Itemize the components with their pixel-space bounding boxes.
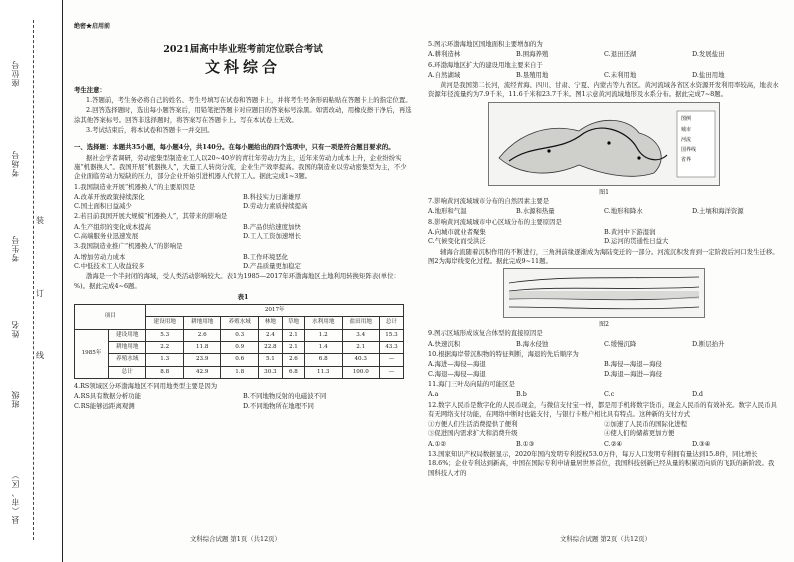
notes-heading: 考生注意： [74, 85, 106, 94]
q5-option-d: D.发展盐田 [692, 50, 725, 59]
table-col-header: 养殖水域 [221, 317, 258, 329]
q12-option-a: A.①② [428, 439, 447, 448]
table-cell: 8.8 [146, 366, 183, 378]
city-dot [547, 149, 550, 152]
q9-stem: 9.图示区域形成该复合体型的直接原因是 [428, 329, 543, 338]
table-cell: 0.9 [221, 342, 258, 354]
city-dot [607, 141, 610, 144]
table-cell: 0.3 [221, 329, 258, 341]
table-row-label: 养殖水域 [109, 354, 146, 366]
table-cell: 11.8 [183, 342, 220, 354]
q7-option-c: C.地形和降水 [604, 207, 643, 216]
q5-options [428, 50, 780, 59]
q5-option-c: C.退田还湖 [604, 50, 637, 59]
layer-line [509, 287, 699, 291]
q11-option-c: C.c [604, 390, 615, 399]
sediment-layer [509, 291, 699, 299]
land-use-table [74, 304, 404, 379]
q10-option-a: A.海进—海侵—海退 [428, 360, 486, 369]
cut-mark-3: 线 [36, 351, 44, 360]
table-cell: 23.9 [183, 354, 220, 366]
table-row-label: 耕地用地 [109, 342, 146, 354]
table-col-header: 水利用地 [305, 317, 342, 329]
q6-option-a: A.自然湖域 [428, 70, 461, 79]
table-cell: 2.1 [342, 342, 379, 354]
intro-2: 渤海是一个半封闭的海域，受人类活动影响较大。表1为1985—2017年环渤海地区土地利用转换矩阵表(单位：%)。据此完成4~6题。 [74, 272, 400, 290]
q1-stem: 1.我国制造业开展“机器换人”的主要原因是 [74, 182, 196, 191]
table-col-header: 林地 [258, 317, 282, 329]
q8-option-d: D.运河的贯通性日益大 [604, 237, 669, 246]
table-cell: 5.3 [146, 329, 183, 341]
legend-item: 城市 [681, 126, 692, 133]
q8-option-b: B.黄河中下游湿润 [604, 227, 656, 236]
q4-option-a: A.RS具有数据分析功能 [74, 392, 141, 401]
table-cell: 42.9 [183, 366, 220, 378]
note-1: 1.答题前，考生务必将自己的姓名、考生号填写在试卷和答题卡上，并将考生号条形码粘贴在答题卡上的指定位置。 [86, 96, 412, 105]
note-3: 3.考试结束后，将本试卷和答题卡一并交回。 [86, 126, 214, 135]
table-cell: 2.1 [282, 329, 304, 341]
q12-option-b: B.①③ [516, 439, 535, 448]
table-cell: 30.3 [258, 366, 282, 378]
note-2: 2.回答选择题时，选出每小题答案后，用铅笔把答题卡对应题目的答案标号涂黑。如需改动，用橡皮擦干净后，再选涂其他答案标号。回答非选择题时，将答案写在答题卡上。写在本试卷上无效。 [74, 106, 412, 124]
q11-option-a: A.a [428, 390, 439, 399]
cut-line [33, 20, 34, 540]
right-column [428, 40, 780, 479]
q4-option-d: D.不同地物所在地理不同 [243, 401, 314, 410]
q3-options [74, 253, 412, 272]
q3-stem: 3.我国制造业推广“机器换人”的影响是 [74, 242, 183, 251]
binding-label-room: 考场号 [11, 150, 20, 177]
q4-options [74, 392, 412, 411]
legend-item: 省界 [681, 156, 692, 163]
figure-1-map [488, 102, 720, 186]
table-row [75, 366, 404, 378]
q2-option-b: B.产品供给速度加快 [243, 222, 301, 231]
q3-option-c: C.中低技术工人收益较多 [74, 261, 145, 270]
q4-stem: 4.RS领域区分环渤海地区不同用地类型主要是因为 [74, 381, 218, 390]
q9-option-a: A.快速沉积 [428, 339, 461, 348]
binding-label-name: 姓名 [11, 320, 20, 338]
table-corner: 项目 [75, 305, 146, 330]
table-cell: 1.4 [305, 342, 342, 354]
q6-stem: 6.环渤海地区扩大的建设用地主要来自于 [428, 60, 543, 69]
q3-option-b: B.工作环境恶化 [243, 252, 289, 261]
yellow-river-map [489, 103, 719, 185]
table-cell: 2.4 [258, 329, 282, 341]
q12-option-d: D.③④ [692, 439, 711, 448]
legend-title: 图例 [681, 115, 692, 122]
q7-option-a: A.地形和气温 [428, 207, 467, 216]
q8-options [428, 228, 780, 247]
section-heading: 一、选择题：本题共35小题，每小题4分，共140分。在每小题给出的四个选项中，只有一项是符合题目要求的。 [74, 143, 395, 152]
q12-options [428, 440, 780, 449]
q12-statement-2: ②加速了人民币的国际化进程 [604, 420, 688, 429]
table-row-header: 1985年 [75, 329, 109, 378]
table-cell: 1.8 [221, 366, 258, 378]
cut-mark-2: 订 [36, 289, 44, 298]
q11-option-b: B.b [516, 390, 527, 399]
intro-4: 辅海合流随着沉积作用的不断进行，三角洲前缘逐渐成为海陆变迁的一部分。河流沉积发育到一定阶段后河口发生迁移。图2为海岸线变化过程。据此完成9~11题。 [428, 247, 779, 265]
table-cell: 22.8 [258, 342, 282, 354]
table-year-header: 2017年 [146, 305, 404, 317]
q6-option-b: B.垦殖用地 [516, 70, 549, 79]
q12-option-c: C.②④ [604, 439, 623, 448]
table-cell: 2.2 [146, 342, 183, 354]
intro-1: 据社会学者调研，劳动密集型制造业工人以20~40岁的青壮年劳动力为主，近年来劳动力成本上升，企业纷纷实施“机器换人”。我国开展“机器换人”，大量工人转岗分流，企业生产效率提高。我国的制造业以劳动密集型为主，不少企业面临劳动力短缺的压力，部分企业开始引进机器人代替工人。据此完成1~3题。 [74, 153, 407, 181]
layer-line [509, 307, 699, 309]
q10-option-b: B.海侵—海退—海侵 [604, 360, 662, 369]
q3-option-d: D.产品质量更加稳定 [243, 261, 302, 270]
q11-option-d: D.d [692, 390, 704, 399]
intro-3: 黄河是我国第二长河，流经青海、四川、甘肃、宁夏、内蒙古等九省区。黄河流域各省区水资源开发利用率较高，地表水资源年径流量约为7.9千米，11.6千米和23.7千米。图1示意黄河流域地形及水系分布。据此完成7~8题。 [428, 81, 779, 99]
binding-label-class: 班级 [11, 390, 20, 408]
q7-options [428, 207, 780, 216]
table-col-header: 建设用地 [146, 317, 183, 329]
q6-option-d: D.盐田用地 [692, 70, 725, 79]
table-cell: 2.6 [183, 329, 220, 341]
left-column [74, 22, 412, 412]
q4-option-b: B.不同地物反射的电磁波不同 [243, 392, 327, 401]
figure-1-caption: 图1 [599, 188, 609, 196]
table-cell: 1.3 [146, 354, 183, 366]
table-col-header: 耕地用地 [183, 317, 220, 329]
q9-option-c: C.缓慢沉降 [604, 339, 637, 348]
binding-label-seat: 座位号 [11, 60, 20, 87]
q12-statements [428, 420, 780, 439]
q8-option-a: A.向城市就业者聚集 [428, 227, 486, 236]
coastal-section-diagram [504, 269, 704, 317]
table-cell: 3.4 [342, 329, 379, 341]
table-cell: 2.1 [282, 342, 304, 354]
q2-stem: 2.若目前我国开展大规模“机器换人”，其带来的影响是 [74, 212, 228, 221]
q2-option-c: C.高端服务业迅速发展 [74, 232, 139, 241]
table-cell: 0.6 [221, 354, 258, 366]
q4-option-c: C.RS能够远距离观测 [74, 401, 135, 410]
table-cell: 2.6 [282, 354, 304, 366]
legend-item: 河流 [681, 136, 692, 143]
q6-option-c: C.未利用地 [604, 70, 637, 79]
q1-option-c: C.国土面积日益减少 [74, 202, 132, 211]
table-row [75, 354, 404, 366]
table-cell: 43.3 [379, 342, 403, 354]
q9-options [428, 340, 780, 349]
q7-stem: 7.影响黄河流域城市分布的自然因素主要是 [428, 197, 550, 206]
q7-option-d: D.土壤和海洋资源 [692, 207, 744, 216]
table-row [75, 329, 404, 341]
footer-left: 文科综合试题 第1页（共12页） [190, 535, 281, 543]
table-col-header: 总计 [379, 317, 403, 329]
table-col-header: 草地 [282, 317, 304, 329]
q2-option-a: A.生产组织的变化成本提高 [74, 222, 151, 231]
cut-mark-1: 装 [36, 216, 44, 225]
footer-right: 文科综合试题 第2页（共12页） [560, 535, 651, 543]
table-cell: 11.3 [305, 366, 342, 378]
figure-2-section [503, 268, 705, 318]
q10-option-c: C.海退—海侵—海退 [428, 369, 486, 378]
table-cell: 1.2 [305, 329, 342, 341]
q8-option-c: C.气候变化而受洪泛 [428, 237, 486, 246]
binding-strip [0, 0, 63, 562]
binding-label-id: 考生号 [11, 235, 20, 262]
table-cell: 40.3 [342, 354, 379, 366]
table-cell: 5.1 [258, 354, 282, 366]
table-cell: 100.0 [342, 366, 379, 378]
q3-option-a: A.增加劳动力成本 [74, 252, 126, 261]
exam-title: 2021届高中毕业班考前定位联合考试 [163, 44, 323, 56]
table-cell: 6.8 [282, 366, 304, 378]
q6-options [428, 71, 780, 80]
q9-option-d: D.断层抬升 [692, 339, 725, 348]
q12-stem: 12.数字人民币是数字化的人民币现金，与微信支付宝一样，都是用手机将数字货币，现金人民币的有效补充。数字人民币具有无网络支付功能，在网络中断时也能支付，与银行卡账户相比具有特点。这种新的支付方式 [428, 400, 777, 418]
q12-statement-3: ③促进国内需求扩大和消费升级 [428, 429, 518, 438]
q1-option-a: A.改革开放政策持续深化 [74, 192, 145, 201]
q5-stem: 5.图示环渤海地区国地面积主要增加的为 [428, 40, 543, 48]
table-caption: 表1 [237, 292, 249, 301]
table-cell: 15.3 [379, 329, 403, 341]
q10-option-d: D.海退—海进—海侵 [604, 369, 663, 378]
q9-option-b: B.海水侵蚀 [516, 339, 549, 348]
q11-stem: 11.海门三叶岛向陆的可能区是 [428, 379, 515, 388]
table-row [75, 342, 404, 354]
table-cell: — [379, 354, 403, 366]
q8-stem: 8.影响黄河流域城市中心区域分布的主要原因是 [428, 217, 562, 226]
binding-label-school: 县（市、区） [11, 470, 20, 524]
q1-option-b: B.科技实力日渐雄厚 [243, 192, 301, 201]
q10-options [428, 360, 780, 379]
q1-options [74, 193, 412, 212]
q11-options [428, 390, 780, 399]
table-col-header: 盐田用地 [342, 317, 379, 329]
q7-option-b: B.水源和热量 [516, 207, 555, 216]
q13-stem: 13.国家知识产权局数据显示，2020年国内发明专利授权53.0万件，每万人口发明专利拥有量达到15.8件，同比增长18.6%；企业专利达到新高，中国在国际专利申请量居世界首位，我国科技创新已经从量的积累迈向质的飞跃的新阶段。我国科技人才的 [428, 450, 775, 477]
q5-option-a: A.耕利造林 [428, 50, 461, 59]
q2-option-d: D.工人工资加速增长 [243, 232, 302, 241]
table-body [75, 329, 404, 378]
q12-statement-1: ①方便人们生活消费提供了便利 [428, 420, 518, 429]
layer-line [509, 277, 699, 283]
legend-item: 国界线 [681, 146, 697, 153]
city-dot [637, 156, 640, 159]
secret-mark: 绝密★启用前 [74, 23, 111, 30]
table-row-label: 总计 [109, 366, 146, 378]
subject-title: 文科综合 [204, 57, 281, 76]
q12-statement-4: ④使人们的储蓄更加方便 [604, 429, 675, 438]
q10-stem: 10.根据海岸带沉积物的特征判断，海退的先后顺序为 [428, 350, 579, 359]
table-cell: — [379, 366, 403, 378]
q5-option-b: B.围海养殖 [516, 50, 549, 59]
q1-option-d: D.劳动力素质持续提高 [243, 202, 308, 211]
q2-options [74, 223, 412, 242]
table-row-label: 建设用地 [109, 329, 146, 341]
table-cell: 6.8 [305, 354, 342, 366]
figure-2-caption: 图2 [599, 321, 609, 329]
